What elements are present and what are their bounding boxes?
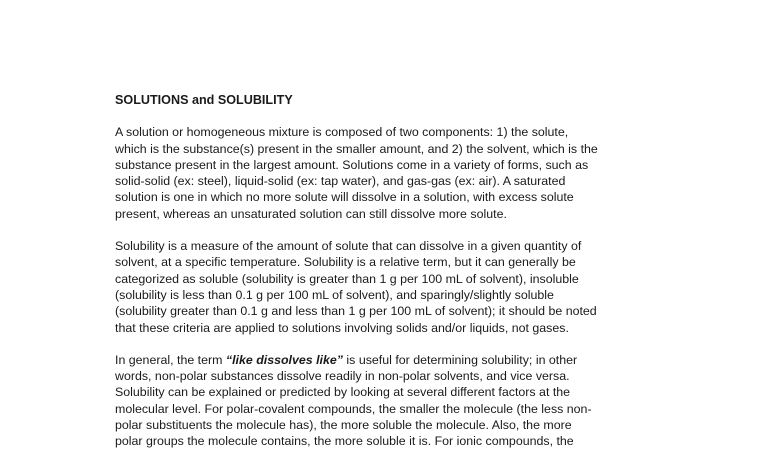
paragraph-like-dissolves-like (115, 352, 675, 450)
text-line: A solution or homogeneous mixture is composed of two components: 1) the solute, (115, 125, 569, 140)
text-line: (solubility greater than 0.1 g and less than 1 g per 100 mL of solvent); it should be noted (115, 304, 597, 319)
text-line: that these criteria are applied to solutions involving solids and/or liquids, not gases. (115, 320, 569, 335)
text-line: polar substituents the molecule has), the more soluble the molecule. Also, the more (115, 418, 572, 433)
paragraph-solutions (115, 124, 675, 222)
text-line: (solubility is less than 0.1 g per 100 mL of solvent), and sparingly/slightly soluble (115, 287, 554, 302)
text-line: solvent, at a specific temperature. Solubility is a relative term, but it can generally be (115, 255, 576, 270)
text-line: solid-solid (ex: steel), liquid-solid (ex: tap water), and gas-gas (ex: air). A saturated (115, 174, 566, 189)
paragraph-solubility (115, 238, 675, 336)
text-line: present, whereas an unsaturated solution can still dissolve more solute. (115, 206, 507, 221)
text-line: Solubility can be explained or predicted by looking at several different factors at the (115, 385, 571, 400)
document-title: SOLUTIONS and SOLUBILITY (115, 93, 293, 107)
text-line: which is the substance(s) present in the smaller amount, and 2) the solvent, which is the (115, 141, 598, 156)
text-line: Solubility is a measure of the amount of solute that can dissolve in a given quantity of (115, 239, 582, 254)
text-line-first (115, 352, 675, 368)
document-body (115, 92, 675, 466)
text-line: words, non-polar substances dissolve readily in non-polar solvents, and vice versa. (115, 369, 570, 384)
text-line: substance present in the largest amount. Solutions come in a variety of forms, such as (115, 157, 589, 172)
text-line: solution is one in which no more solute will dissolve in a solution, with excess solute (115, 190, 574, 205)
text-line: molecular level. For polar-covalent compounds, the smaller the molecule (the less non- (115, 401, 592, 416)
text-line: categorized as soluble (solubility is greater than 1 g per 100 mL of solvent), insoluble (115, 271, 579, 286)
text-before-emphasis: In general, the term (115, 352, 226, 367)
text-line: polar groups the molecule contains, the more soluble it is. For ionic compounds, the (115, 434, 574, 449)
text-after-emphasis: is useful for determining solubility; in other (342, 352, 578, 367)
emphasis-phrase: “like dissolves like” (225, 352, 343, 367)
